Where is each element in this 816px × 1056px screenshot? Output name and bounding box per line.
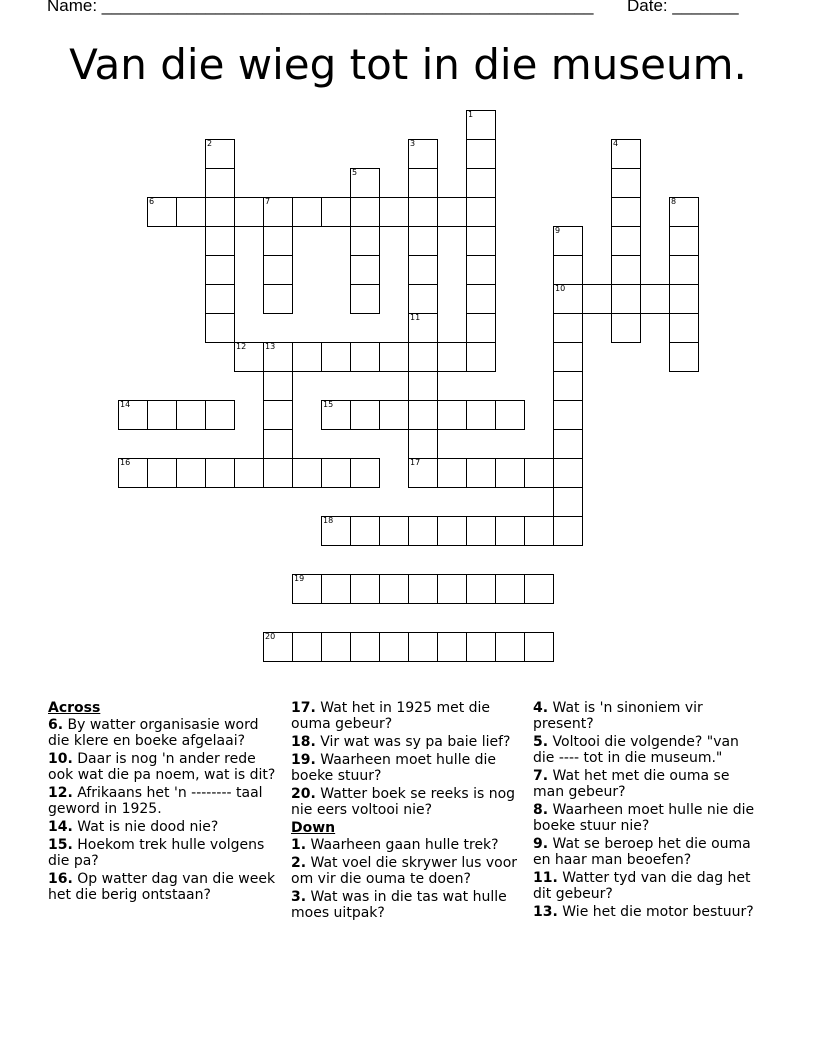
clue-text: Afrikaans het 'n -------- taal geword in 1925. bbox=[48, 785, 263, 817]
crossword-cell[interactable] bbox=[379, 574, 409, 604]
clue-item bbox=[533, 836, 763, 868]
clue-column-3 bbox=[533, 700, 763, 922]
crossword-cell[interactable] bbox=[205, 139, 235, 169]
crossword-cell[interactable] bbox=[350, 342, 380, 372]
crossword-cell[interactable] bbox=[321, 458, 351, 488]
crossword-cell[interactable] bbox=[379, 632, 409, 662]
crossword-cell[interactable] bbox=[205, 168, 235, 198]
cell-number: 6 bbox=[149, 197, 155, 206]
crossword-cell[interactable] bbox=[350, 197, 380, 227]
crossword-cell[interactable] bbox=[263, 429, 293, 459]
cell-number: 7 bbox=[265, 197, 271, 206]
crossword-cell[interactable] bbox=[495, 574, 525, 604]
clue-text: Wie het die motor bestuur? bbox=[557, 904, 754, 920]
date-label: Date: _______ bbox=[627, 0, 739, 15]
crossword-cell[interactable] bbox=[553, 429, 583, 459]
crossword-cell[interactable] bbox=[408, 139, 438, 169]
crossword-cell[interactable] bbox=[582, 284, 612, 314]
crossword-cell[interactable] bbox=[321, 632, 351, 662]
crossword-cell[interactable] bbox=[147, 458, 177, 488]
clue-number: 11. bbox=[533, 870, 558, 886]
crossword-cell[interactable] bbox=[553, 371, 583, 401]
clue-item bbox=[48, 785, 278, 817]
clue-item bbox=[533, 700, 763, 732]
crossword-cell[interactable] bbox=[524, 574, 554, 604]
clue-text: Vir wat was sy pa baie lief? bbox=[315, 734, 511, 750]
clue-text: Daar is nog 'n ander rede ook wat die pa noem, wat is dit? bbox=[48, 751, 276, 783]
crossword-cell[interactable] bbox=[466, 168, 496, 198]
clue-text: Watter boek se reeks is nog nie eers voltooi nie? bbox=[291, 786, 516, 818]
crossword-cell[interactable] bbox=[263, 197, 293, 227]
crossword-cell[interactable] bbox=[350, 168, 380, 198]
crossword-cell[interactable] bbox=[466, 400, 496, 430]
crossword-cell[interactable] bbox=[553, 255, 583, 285]
crossword-cell[interactable] bbox=[553, 516, 583, 546]
clue-item bbox=[291, 700, 521, 732]
crossword-cell[interactable] bbox=[437, 574, 467, 604]
clue-text: Voltooi die volgende? "van die ---- tot in die museum." bbox=[533, 734, 739, 766]
crossword-cell[interactable] bbox=[350, 400, 380, 430]
crossword-cell[interactable] bbox=[611, 255, 641, 285]
crossword-cell[interactable] bbox=[524, 458, 554, 488]
clue-number: 10. bbox=[48, 751, 73, 767]
clue-number: 8. bbox=[533, 802, 549, 818]
crossword-cell[interactable] bbox=[205, 400, 235, 430]
crossword-cell[interactable] bbox=[234, 197, 264, 227]
clue-item bbox=[533, 768, 763, 800]
crossword-cell[interactable] bbox=[263, 226, 293, 256]
clue-item bbox=[48, 871, 278, 903]
crossword-cell[interactable] bbox=[408, 632, 438, 662]
clue-text: Wat het in 1925 met die ouma gebeur? bbox=[291, 700, 491, 732]
across-heading: Across bbox=[48, 700, 101, 716]
clue-text: Waarheen moet hulle nie die boeke stuur nie? bbox=[533, 802, 755, 834]
clue-item bbox=[48, 819, 278, 835]
crossword-cell[interactable] bbox=[611, 313, 641, 343]
crossword-cell[interactable] bbox=[408, 516, 438, 546]
clue-number: 16. bbox=[48, 871, 73, 887]
crossword-cell[interactable] bbox=[437, 632, 467, 662]
crossword-cell[interactable] bbox=[292, 632, 322, 662]
crossword-cell[interactable] bbox=[263, 284, 293, 314]
crossword-cell[interactable] bbox=[408, 371, 438, 401]
clue-text: Waarheen gaan hulle trek? bbox=[306, 837, 499, 853]
crossword-cell[interactable] bbox=[205, 284, 235, 314]
crossword-cell[interactable] bbox=[379, 516, 409, 546]
crossword-cell[interactable] bbox=[669, 284, 699, 314]
name-label: Name: ____________________________________________________ bbox=[47, 0, 594, 15]
crossword-cell[interactable] bbox=[379, 342, 409, 372]
clue-text: Watter tyd van die dag het dit gebeur? bbox=[533, 870, 751, 902]
crossword-cell[interactable] bbox=[553, 487, 583, 517]
clue-text: By watter organisasie word die klere en boeke afgelaai? bbox=[48, 717, 259, 749]
crossword-cell[interactable] bbox=[466, 313, 496, 343]
crossword-cell[interactable] bbox=[611, 197, 641, 227]
crossword-cell[interactable] bbox=[495, 458, 525, 488]
crossword-cell[interactable] bbox=[118, 458, 148, 488]
crossword-cell[interactable] bbox=[379, 400, 409, 430]
clue-text: Wat het met die ouma se man gebeur? bbox=[533, 768, 730, 800]
cell-number: 10 bbox=[555, 284, 566, 293]
clue-item bbox=[48, 717, 278, 749]
clue-text: Wat is 'n sinoniem vir present? bbox=[533, 700, 703, 732]
crossword-cell[interactable] bbox=[263, 371, 293, 401]
clue-text: Op watter dag van die week het die berig ontstaan? bbox=[48, 871, 276, 903]
clue-text: Waarheen moet hulle die boeke stuur? bbox=[291, 752, 497, 784]
clue-item bbox=[48, 837, 278, 869]
page-title: Van die wieg tot in die museum. bbox=[69, 40, 747, 89]
crossword-cell[interactable] bbox=[669, 342, 699, 372]
clue-text: Wat is nie dood nie? bbox=[72, 819, 219, 835]
crossword-cell[interactable] bbox=[553, 226, 583, 256]
clue-item bbox=[291, 855, 521, 887]
crossword-cell[interactable] bbox=[147, 400, 177, 430]
cell-number: 16 bbox=[120, 458, 131, 467]
crossword-cell[interactable] bbox=[495, 400, 525, 430]
crossword-cell[interactable] bbox=[263, 458, 293, 488]
crossword-cell[interactable] bbox=[234, 458, 264, 488]
crossword-cell[interactable] bbox=[553, 458, 583, 488]
clue-column-2 bbox=[291, 700, 521, 923]
crossword-cell[interactable] bbox=[408, 255, 438, 285]
crossword-cell[interactable] bbox=[437, 342, 467, 372]
clue-text: Wat se beroep het die ouma en haar man beoefen? bbox=[533, 836, 751, 868]
crossword-cell[interactable] bbox=[553, 284, 583, 314]
crossword-cell[interactable] bbox=[611, 226, 641, 256]
crossword-cell[interactable] bbox=[379, 197, 409, 227]
crossword-cell[interactable] bbox=[553, 400, 583, 430]
crossword-cell[interactable] bbox=[437, 400, 467, 430]
across-clue-list-continued bbox=[291, 700, 521, 818]
crossword-cell[interactable] bbox=[553, 342, 583, 372]
crossword-cell[interactable] bbox=[350, 632, 380, 662]
crossword-cell[interactable] bbox=[466, 516, 496, 546]
crossword-cell[interactable] bbox=[408, 284, 438, 314]
clue-number: 6. bbox=[48, 717, 64, 733]
crossword-cell[interactable] bbox=[321, 400, 351, 430]
cell-number: 19 bbox=[294, 574, 305, 583]
cell-number: 8 bbox=[671, 197, 677, 206]
clue-number: 17. bbox=[291, 700, 316, 716]
crossword-cell[interactable] bbox=[292, 197, 322, 227]
crossword-cell[interactable] bbox=[350, 458, 380, 488]
crossword-cell[interactable] bbox=[292, 574, 322, 604]
crossword-cell[interactable] bbox=[292, 342, 322, 372]
crossword-cell[interactable] bbox=[408, 197, 438, 227]
crossword-cell[interactable] bbox=[321, 197, 351, 227]
crossword-cell[interactable] bbox=[408, 400, 438, 430]
crossword-cell[interactable] bbox=[466, 284, 496, 314]
cell-number: 15 bbox=[323, 400, 334, 409]
across-clue-list bbox=[48, 717, 278, 903]
crossword-cell[interactable] bbox=[669, 197, 699, 227]
clue-text: Hoekom trek hulle volgens die pa? bbox=[48, 837, 265, 869]
crossword-cell[interactable] bbox=[495, 632, 525, 662]
clue-number: 19. bbox=[291, 752, 316, 768]
crossword-cell[interactable] bbox=[176, 458, 206, 488]
crossword-cell[interactable] bbox=[263, 255, 293, 285]
clue-item bbox=[291, 752, 521, 784]
crossword-cell[interactable] bbox=[350, 255, 380, 285]
crossword-cell[interactable] bbox=[669, 313, 699, 343]
crossword-cell[interactable] bbox=[263, 342, 293, 372]
cell-number: 1 bbox=[468, 110, 474, 119]
clue-item bbox=[533, 734, 763, 766]
crossword-cell[interactable] bbox=[118, 400, 148, 430]
crossword-cell[interactable] bbox=[147, 197, 177, 227]
clue-number: 1. bbox=[291, 837, 307, 853]
crossword-cell[interactable] bbox=[466, 139, 496, 169]
crossword-cell[interactable] bbox=[205, 226, 235, 256]
crossword-cell[interactable] bbox=[234, 342, 264, 372]
crossword-cell[interactable] bbox=[553, 313, 583, 343]
cell-number: 3 bbox=[410, 139, 416, 148]
crossword-cell[interactable] bbox=[466, 632, 496, 662]
clue-item bbox=[291, 734, 521, 750]
clue-item bbox=[48, 751, 278, 783]
cell-number: 5 bbox=[352, 168, 358, 177]
clue-number: 14. bbox=[48, 819, 73, 835]
crossword-cell[interactable] bbox=[466, 458, 496, 488]
clue-text: Wat was in die tas wat hulle moes uitpak? bbox=[291, 889, 507, 921]
crossword-cell[interactable] bbox=[437, 458, 467, 488]
crossword-cell[interactable] bbox=[263, 632, 293, 662]
crossword-cell[interactable] bbox=[176, 400, 206, 430]
clue-item bbox=[533, 904, 763, 920]
clue-number: 3. bbox=[291, 889, 307, 905]
crossword-cell[interactable] bbox=[611, 284, 641, 314]
crossword-cell[interactable] bbox=[321, 342, 351, 372]
crossword-cell[interactable] bbox=[408, 168, 438, 198]
clue-column-1 bbox=[48, 700, 278, 905]
crossword-cell[interactable] bbox=[292, 458, 322, 488]
cell-number: 11 bbox=[410, 313, 421, 322]
crossword-cell[interactable] bbox=[466, 342, 496, 372]
cell-number: 20 bbox=[265, 632, 276, 641]
clue-number: 15. bbox=[48, 837, 73, 853]
clue-number: 4. bbox=[533, 700, 549, 716]
cell-number: 2 bbox=[207, 139, 213, 148]
clue-number: 12. bbox=[48, 785, 73, 801]
crossword-cell[interactable] bbox=[350, 516, 380, 546]
clue-item bbox=[291, 837, 521, 853]
clue-text: Wat voel die skrywer lus voor om vir die ouma te doen? bbox=[291, 855, 518, 887]
crossword-cell[interactable] bbox=[408, 313, 438, 343]
crossword-cell[interactable] bbox=[640, 284, 670, 314]
crossword-cell[interactable] bbox=[321, 516, 351, 546]
down-clue-list bbox=[291, 837, 521, 921]
crossword-cell[interactable] bbox=[495, 516, 525, 546]
crossword-cell[interactable] bbox=[350, 284, 380, 314]
crossword-cell[interactable] bbox=[466, 226, 496, 256]
crossword-cell[interactable] bbox=[321, 574, 351, 604]
cell-number: 9 bbox=[555, 226, 561, 235]
crossword-cell[interactable] bbox=[524, 632, 554, 662]
crossword-cell[interactable] bbox=[176, 197, 206, 227]
crossword-cell[interactable] bbox=[466, 197, 496, 227]
crossword-cell[interactable] bbox=[437, 197, 467, 227]
cell-number: 17 bbox=[410, 458, 421, 467]
crossword-cell[interactable] bbox=[408, 574, 438, 604]
clue-item bbox=[533, 802, 763, 834]
crossword-cell[interactable] bbox=[205, 458, 235, 488]
cell-number: 13 bbox=[265, 342, 276, 351]
crossword-cell[interactable] bbox=[466, 255, 496, 285]
crossword-cell[interactable] bbox=[350, 226, 380, 256]
crossword-cell[interactable] bbox=[263, 400, 293, 430]
clue-number: 5. bbox=[533, 734, 549, 750]
clue-item bbox=[533, 870, 763, 902]
crossword-cell[interactable] bbox=[611, 139, 641, 169]
crossword-cell[interactable] bbox=[437, 516, 467, 546]
crossword-cell[interactable] bbox=[611, 168, 641, 198]
down-heading: Down bbox=[291, 820, 336, 836]
crossword-cell[interactable] bbox=[408, 429, 438, 459]
crossword-cell[interactable] bbox=[408, 226, 438, 256]
clue-number: 7. bbox=[533, 768, 549, 784]
crossword-cell[interactable] bbox=[669, 255, 699, 285]
clue-number: 18. bbox=[291, 734, 316, 750]
cell-number: 4 bbox=[613, 139, 619, 148]
crossword-cell[interactable] bbox=[669, 226, 699, 256]
crossword-cell[interactable] bbox=[205, 197, 235, 227]
crossword-cell[interactable] bbox=[350, 574, 380, 604]
cell-number: 18 bbox=[323, 516, 334, 525]
crossword-cell[interactable] bbox=[408, 342, 438, 372]
crossword-cell[interactable] bbox=[466, 110, 496, 140]
down-clue-list-continued bbox=[533, 700, 763, 920]
clue-item bbox=[291, 786, 521, 818]
crossword-cell[interactable] bbox=[205, 313, 235, 343]
crossword-cell[interactable] bbox=[524, 516, 554, 546]
crossword-cell[interactable] bbox=[466, 574, 496, 604]
clue-number: 9. bbox=[533, 836, 549, 852]
clue-number: 13. bbox=[533, 904, 558, 920]
clue-number: 2. bbox=[291, 855, 307, 871]
crossword-cell[interactable] bbox=[205, 255, 235, 285]
crossword-cell[interactable] bbox=[408, 458, 438, 488]
clue-number: 20. bbox=[291, 786, 316, 802]
cell-number: 12 bbox=[236, 342, 247, 351]
cell-number: 14 bbox=[120, 400, 131, 409]
clue-item bbox=[291, 889, 521, 921]
